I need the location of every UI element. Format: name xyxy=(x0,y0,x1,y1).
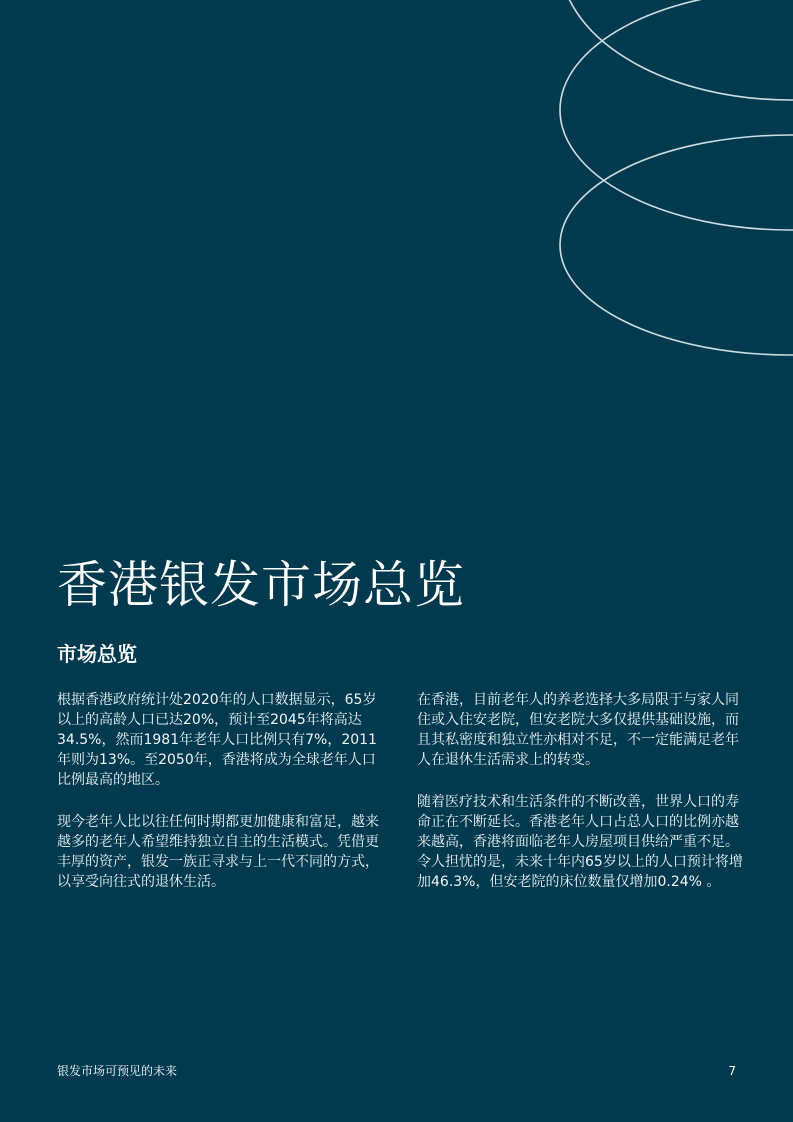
paragraph: 现今老年人比以往任何时期都更加健康和富足，越来越多的老年人希望维持独立自主的生活模式。凭借更丰厚的资产，银发一族正寻求与上一代不同的方式，以享受向往式的退休生活。 xyxy=(57,814,379,890)
page-number: 7 xyxy=(728,1064,736,1078)
ring-top xyxy=(560,0,793,100)
page-title: 香港银发市场总览 xyxy=(57,556,465,614)
paragraph: 在香港，目前老年人的养老选择大多局限于与家人同住或入住安老院，但安老院大多仅提供基础设施，而且其私密度和独立性亦相对不足，不一定能满足老年人在退休生活需求上的转变。 xyxy=(417,692,739,768)
right-column xyxy=(417,690,749,914)
ring-bottom xyxy=(560,135,793,355)
paragraph: 随着医疗技术和生活条件的不断改善，世界人口的寿命正在不断延长。香港老年人口占总人口的比例亦越来越高，香港将面临老年人房屋项目供给严重不足。令人担忧的是，未来十年内65岁以上的人口预计将增加46.3%，但安老院的床位数量仅增加0.24% 。 xyxy=(417,794,743,890)
paragraph: 根据香港政府统计处2020年的人口数据显示，65岁以上的高龄人口已达20%，预计至2045年将高达34.5%，然而1981年老年人口比例只有7%，2011年则为13%。至2050年，香港将成为全球老年人口比例最高的地区。 xyxy=(57,692,377,788)
footer-title: 银发市场可预见的未来 xyxy=(57,1064,178,1078)
section-heading: 市场总览 xyxy=(57,642,137,666)
left-column xyxy=(57,690,389,914)
